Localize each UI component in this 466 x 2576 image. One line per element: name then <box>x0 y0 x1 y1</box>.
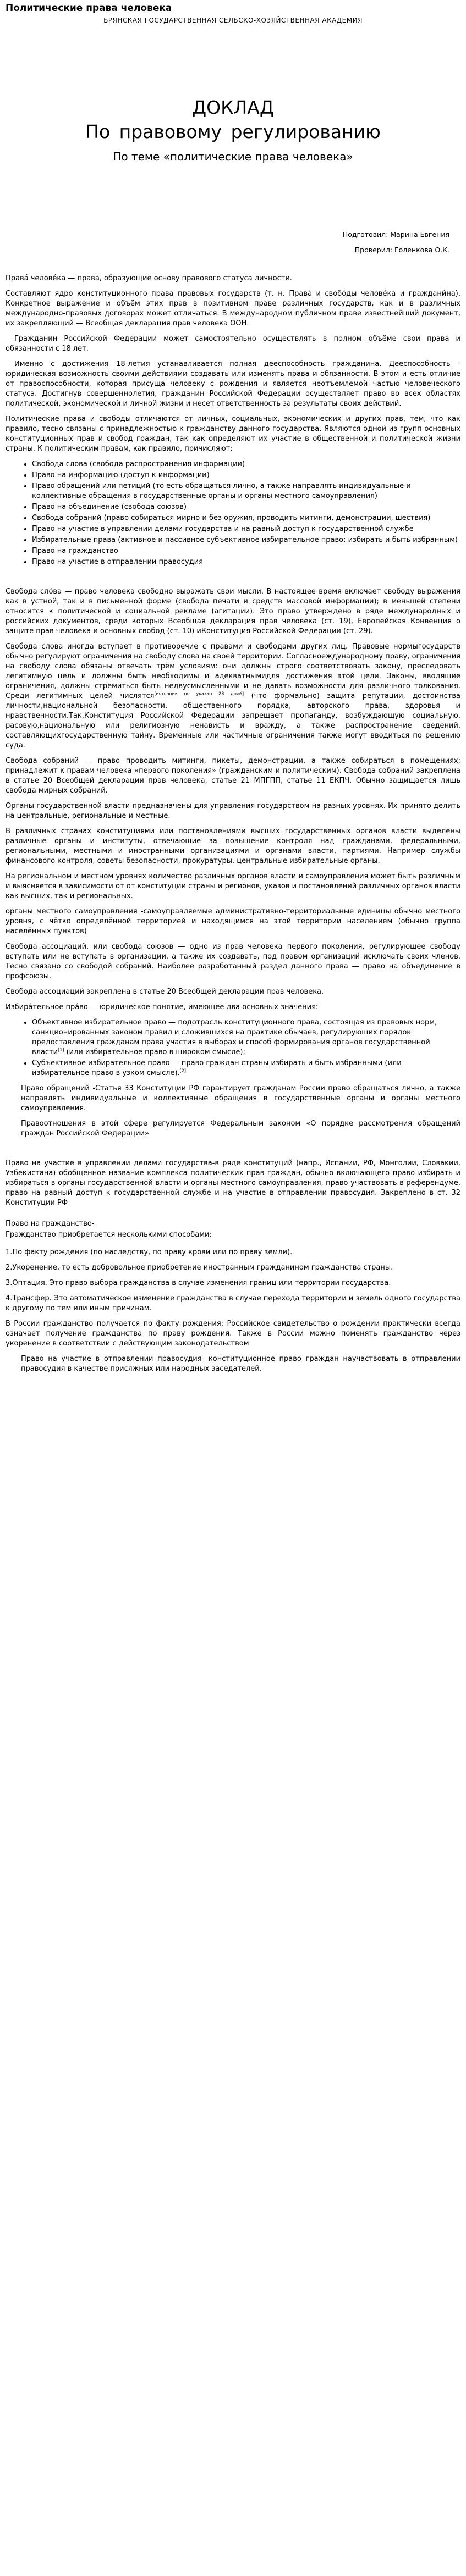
citizenship-item-4: 4.Трансфер. Это автоматическое изменение гражданства в случае перехода территории и земель одного государства к другому по тем или иным причинам. <box>6 1294 460 1312</box>
prepared-by: Подготовил: Марина Евгения <box>342 230 449 239</box>
citizenship-title: Право на гражданство- <box>6 1220 95 1228</box>
justice-paragraph: Право на участие в отправлении правосудия- конституционное право граждан научаствовать в отправлении правосудия в качестве присяжных или народных заседателей. <box>21 1355 460 1373</box>
assembly-paragraph: Свобода собраний — право проводить митинги, пикеты, демонстрации, а также собираться в помещениях; принадлежит к правам человека «первого поколения» (гражданским и политическим). Свобода собраний закреплена в статье 20 Всеобщей декларации прав человека, статье 21 МПГПП, статье 11 ЕКПЧ. Обычно защищается лишь свобода мирных собраний. <box>6 757 460 795</box>
list-item: • Право на гражданство <box>32 546 460 556</box>
appeal-block <box>6 1084 460 1139</box>
intro-paragraph-2: Составляют ядро конституционного права правовых государств (т. н. Права́ и свобо́ды челове́ка и граждани́на). Конкретное выражение и объём этих прав в позитивном праве различных государств, как и в различных международно-правовых договорах может отличаться. В международном публичном праве известнейший документ, их закрепляющий — Всеобщая декларация прав человека ООН. <box>6 290 460 328</box>
spacer <box>6 1144 460 1159</box>
document-title: Политические права человека <box>6 3 172 14</box>
report-subtitle: По правовому регулированию <box>85 121 381 142</box>
intro-paragraph-4: Именно с достижения 18-летия устанавливается полная дееспособность гражданина. Дееспособность - юридическая возможность своими действиями создавать или изменять права и обязанности. В этом и есть отличие от правоспособности, которая присуща человеку с рождения и является неотъемлемой частью человеческого статуса. Достигнув совершеннолетия, гражданин Российской Федерации осуществляет право во всех областях политической, экономической и личной жизни и несет ответственность за результаты своих действий. <box>6 360 460 408</box>
list-item <box>32 1059 460 1078</box>
authorities-paragraph-3: На региональном и местном уровнях количество различных органов власти и самоуправления может быть различным и выясняется в зависимости от от конституции страны и регионов, указов и постановлений различных органов власти как высших, так и региональных. <box>6 872 460 900</box>
authorities-paragraph-2: В различных странах конституциями или постановлениями высших государственных органов власти выделены различные органы и институты, отвечающие за повышение контроля над гражданами, федеральными, региональными, местными и иностранными организациями и органами власти, партиями. Например службы финансового контроля, советы безопасности, прокуратуры, центральные избирательные органы. <box>6 827 460 865</box>
intro-paragraph-1: Права́ челове́ка — права, образующие основу правового статуса личности. <box>6 274 292 282</box>
list-item: • Свобода собраний (право собираться мирно и без оружия, проводить митинги, демонстрации, шествия) <box>32 513 460 523</box>
justice-block <box>6 1354 460 1374</box>
speech-text-b: (что формально) защита репутации, достоинства личности,национальной безопасности, общественного порядка, авторского права, здоровья и нравственности.Так,Конституция Российской Федерации запрещает пропаганду, возбуждающую социальную, расовую,национальную или религиозную ненависть и вражду, а также распространение сведений, составляющихгосударственную тайну. Временные или частичные ограничения также могут вводиться по решению суда. <box>6 692 460 750</box>
report-heading: ДОКЛАД <box>192 97 274 118</box>
list-item: • Право обращений или петиций (то есть обращаться лично, а также направлять индивидуальные и коллективные обращения в государственные органы и органы местного самоуправления) <box>32 481 460 501</box>
association-paragraph-1: Свобода ассоциаций, или свобода союзов — одно из прав человека первого поколения, регулирующее свободу вступать или не вступать в организации, а также их создавать, под правом организаций исключать своих членов. Тесно связано со свободой собраний. Наиболее разработанный раздел данного права — право на объединение в профсоюзы. <box>6 943 460 980</box>
authorities-paragraph-1: Органы государственной власти предназначены для управления государством на разных уровнях. Их принято делить на центральные, региональные и местные. <box>6 802 460 820</box>
list-item-text: Субъективное избирательное право — право граждан страны избирать и быть избранными (или избирательное право в узком смысле). <box>32 1059 402 1077</box>
citizenship-item-2: 2.Укоренение, то есть добровольное приобретение иностранным гражданином гражданства страны. <box>6 1264 393 1272</box>
list-item <box>32 1018 460 1057</box>
list-item: • Право на участие в управлении делами государства и на равный доступ к государственной службе <box>32 524 460 534</box>
spacer <box>6 1214 460 1219</box>
spacer <box>6 573 460 587</box>
citation-needed-note: [источник не указан 28 дней] <box>154 691 244 696</box>
citizenship-intro: Гражданство приобретается несколькими способами: <box>6 1231 212 1239</box>
electoral-intro: Избира́тельное пра́во — юридическое понятие, имеющее два основных значения: <box>6 1003 319 1011</box>
appeal-paragraph: Право обращений -Статья 33 Конституции РФ гарантирует гражданам России право обращаться лично, а также направлять индивидуальные и коллективные обращения в государственные органы и органы местного самоуправления. <box>21 1084 460 1112</box>
list-item: • Свобода слова (свобода распространения информации) <box>32 459 460 469</box>
academy-name: БРЯНСКАЯ ГОСУДАРСТВЕННАЯ СЕЛЬСКО-ХОЗЯЙСТВЕННАЯ АКАДЕМИЯ <box>103 16 363 24</box>
footnote-ref[interactable]: [2] <box>179 1068 187 1073</box>
citizenship-item-3: 3.Оптация. Это право выбора гражданства в случае изменения границ или территории государства. <box>6 1279 391 1287</box>
list-item: • Право на участие в отправлении правосудия <box>32 557 460 567</box>
speech-paragraph-2 <box>6 642 460 751</box>
intro-paragraph-3: Гражданин Российской Федерации может самостоятельно осуществлять в полном объёме свои права и обязанности с 18 лет. <box>6 335 460 353</box>
list-item: • Право на объединение (свобода союзов) <box>32 502 460 512</box>
footnote-ref[interactable]: [1] <box>58 1047 64 1052</box>
intro-paragraph-5: Политические права и свободы отличаются от личных, социальных, экономических и других прав, тем, что как правило, тесно связаны с принадлежностью к гражданству данного государства. Являются одной из групп основных конституционных прав и свобод граждан, так как определяют их участие в общественной и политической жизни страны. К политическим правам, как правило, причисляют: <box>6 415 460 453</box>
speech-paragraph-1: Свобода сло́ва — право человека свободно выражать свои мысли. В настоящее время включает свободу выражения как в устной, так и в письменной форме (свобода печати и средств массовой информации); в меньшей степени относится к политической и социальной рекламе (агитации). Это право утверждено в ряде международных и российских документов, среди которых Всеобщая декларация прав человека (ст. 19), Европейская Конвенция о защите прав человека и основных свобод (ст. 10) иКонституция Российской Федерации (ст. 29). <box>6 588 460 635</box>
list-item: • Право на информацию (доступ к информации) <box>32 470 460 480</box>
report-theme: По теме «политические права человека» <box>113 150 353 163</box>
list-item-text: Объективное избирательное право — подотрасль конституционного права, состоящая из правовых норм, санкционированных законом правил и сложившихся на практике обычаев, регулирующих порядок предоставления гражданам права участия в выборах и способ формирования органов государственной власти <box>32 1018 437 1056</box>
authorities-paragraph-4: органы местного самоуправления -самоуправляемые административно-территориальные единицы обычно местного уровня, с чётко определённой территорией и находящимся на этой территории населением (обычно группа населённых пунктов) <box>6 907 460 935</box>
electoral-meanings-list <box>6 1018 460 1078</box>
management-paragraph: Право на участие в управлении делами государства-в ряде конституций (напр., Испании, РФ, Монголии, Словакии, Узбекистана) обобщенное название комплекса политических прав граждан, обычно включающего право избирать и избираться в органы государственной власти и органы местного самоуправления, право участвовать в референдуме, право на равный доступ к государственной службе и на участие в отправлении правосудия. Закреплено в ст. 32 Конституции РФ <box>6 1159 460 1207</box>
citizenship-item-1: 1.По факту рождения (по наследству, по праву крови или по праву земли). <box>6 1248 293 1256</box>
list-item: • Избирательные права (активное и пассивное субъективное избирательное право: избирать и быть избранным) <box>32 535 460 545</box>
citizenship-russia-paragraph: В России гражданство получается по факту рождения: Российское свидетельство о рождении практически всегда означает получение гражданства по праву рождения. Также в России можно поменять гражданство через укоренение в соответствии с действующим законодательством <box>6 1320 460 1348</box>
speech-text-a: Свобода слова иногда вступает в противоречие с правами и свободами других лиц. Правовые нормыгосударств обычно регулируют ограничения на свободу слова на своей территории. Согласноеждународному праву, ограничения на свободу слова обязаны отвечать трём условиям: они должны строго соответствовать закону, преследовать легитимную цель и должны быть необходимы и адекватнымидля достижения этой цели. Законы, вводящие ограничения, должны стремиться быть недвусмысленными и не давать возможности для различного толкования. Среди легитимных целей числятся <box>6 642 460 700</box>
list-item-tail: (или избирательное право в широком смысле); <box>64 1048 245 1056</box>
association-paragraph-2: Свобода ассоциаций закреплена в статье 20 Всеобщей декларации прав человека. <box>6 988 324 996</box>
political-rights-list <box>6 459 460 567</box>
regulation-paragraph: Правоотношения в этой сфере регулируется Федеральным законом «О порядке рассмотрения обращений граждан Российской Федерации» <box>21 1120 460 1138</box>
checked-by: Проверил: Голенкова О.К. <box>354 246 449 254</box>
